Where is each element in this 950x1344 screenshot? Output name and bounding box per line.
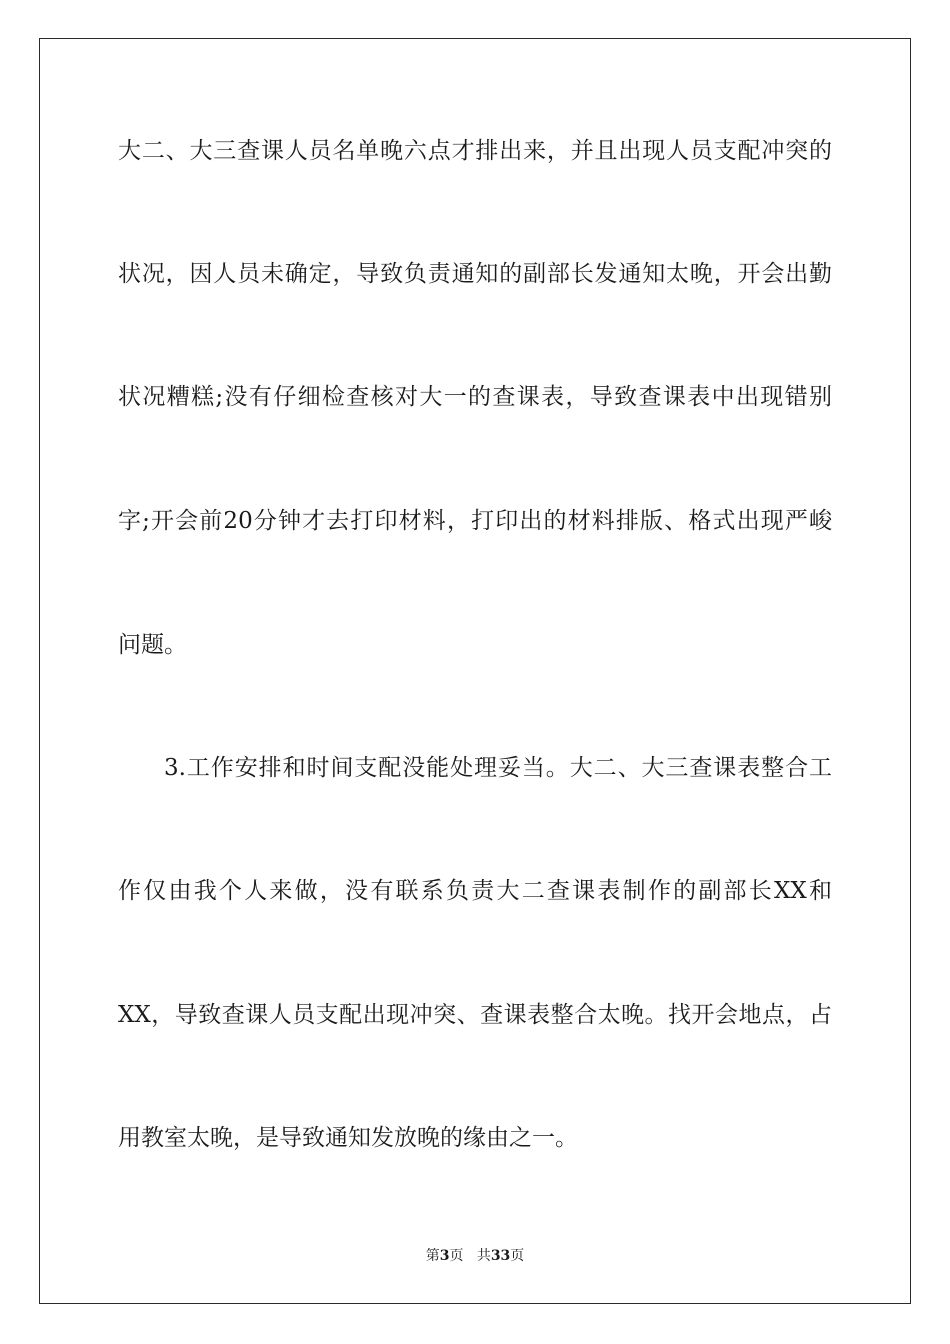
footer-total-suffix: 页 — [510, 1248, 525, 1264]
paragraph-line-8: XX，导致查课人员支配出现冲突、查课表整合太晚。找开会地点，占 — [118, 1002, 832, 1028]
footer-page-number: 3 — [439, 1248, 450, 1264]
footer-page-suffix: 页 — [449, 1248, 464, 1264]
paragraph-line-6: 3.工作安排和时间支配没能处理妥当。大二、大三查课表整合工 — [164, 755, 832, 781]
footer-total-pages: 33 — [490, 1248, 511, 1264]
paragraph-line-2: 状况，因人员未确定，导致负责通知的副部长发通知太晚，开会出勤 — [118, 261, 832, 287]
footer-total-prefix: 共 — [476, 1248, 491, 1264]
paragraph-line-3: 状况糟糕;没有仔细检查核对大一的查课表，导致查课表中出现错别 — [118, 384, 832, 410]
paragraph-line-4: 字;开会前20分钟才去打印材料，打印出的材料排版、格式出现严峻 — [118, 508, 832, 534]
paragraph-line-9: 用教室太晚，是导致通知发放晚的缘由之一。 — [118, 1125, 578, 1151]
paragraph-line-7: 作仅由我个人来做，没有联系负责大二查课表制作的副部长XX和 — [118, 878, 832, 904]
page-footer — [0, 1246, 950, 1266]
paragraph-line-1: 大二、大三查课人员名单晚六点才排出来，并且出现人员支配冲突的 — [118, 138, 832, 164]
page-border — [39, 38, 911, 1304]
paragraph-line-5: 问题。 — [118, 632, 187, 658]
footer-page-prefix: 第 — [425, 1248, 440, 1264]
